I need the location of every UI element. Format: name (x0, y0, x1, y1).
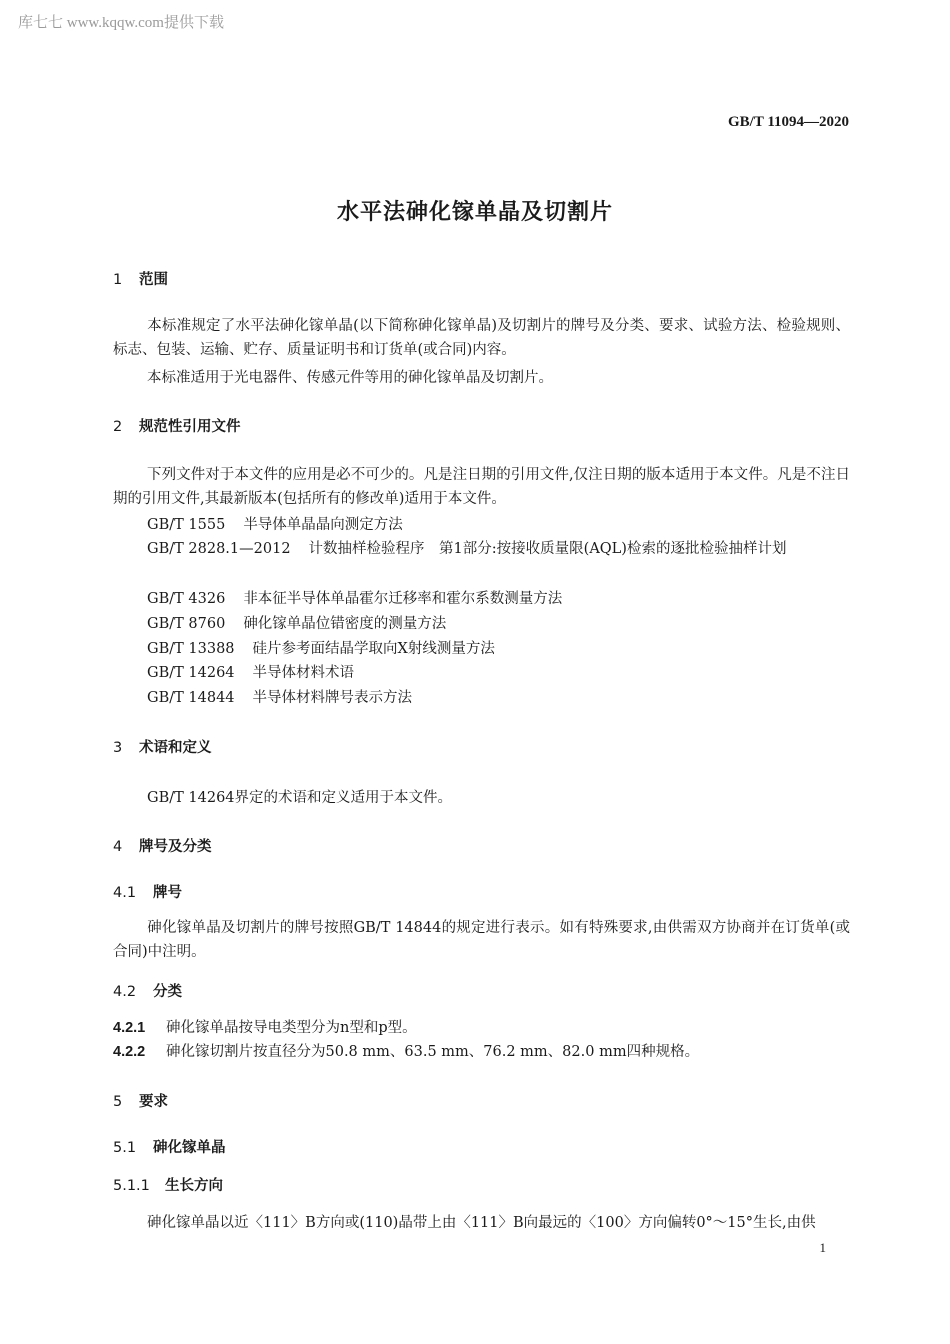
subsection-5-1-heading (113, 1136, 226, 1157)
subsection-5-1-1-paragraph: 砷化镓单晶以近〈111〉B方向或(110)晶带上由〈111〉B向最远的〈100〉方向偏转0°～15°生长,由供 (147, 1215, 816, 1231)
reference-item (147, 637, 495, 658)
reference-code: GB/T 14264 (147, 665, 235, 681)
section-3-paragraph-1: GB/T 14264界定的术语和定义适用于本文件。 (147, 790, 453, 806)
reference-name: 半导体材料术语 (252, 665, 355, 681)
section-1-paragraph-1 (113, 314, 850, 362)
standard-code: GB/T 11094—2020 (728, 114, 849, 130)
subsection-number: 5.1 (113, 1140, 137, 1156)
subsection-title: 分类 (153, 984, 182, 1000)
subsection-4-2-heading (113, 980, 182, 1001)
reference-code: GB/T 14844 (147, 690, 235, 706)
watermark-text: 库七七 www.kqqw.com提供下载 (18, 15, 224, 31)
section-title: 范围 (139, 272, 168, 288)
section-1-heading (113, 268, 168, 289)
section-1-paragraph-2: 本标准适用于光电器件、传感元件等用的砷化镓单晶及切割片。 (147, 370, 553, 386)
section-2-paragraph-1 (113, 463, 850, 511)
subsection-4-1-paragraph (113, 916, 850, 964)
reference-item (147, 587, 562, 608)
subsection-number: 4.1 (113, 885, 137, 901)
subsection-4-1-heading (113, 881, 182, 902)
subsection-number: 4.2 (113, 984, 137, 1000)
reference-code: GB/T 4326 (147, 591, 226, 607)
reference-code: GB/T 13388 (147, 641, 235, 657)
section-2-heading (113, 415, 241, 436)
reference-code: GB/T 2828.1—2012 (147, 541, 291, 557)
reference-item (147, 686, 412, 707)
paragraph-text: 下列文件对于本文件的应用是必不可少的。凡是注日期的引用文件,仅注日期的版本适用于本文件。凡是不注日期的引用文件,其最新版本(包括所有的修改单)适用于本文件。 (113, 467, 850, 507)
document-title: 水平法砷化镓单晶及切割片 (336, 200, 613, 225)
clause-text: 砷化镓切割片按直径分为50.8 mm、63.5 mm、76.2 mm、82.0 mm四种规格。 (166, 1044, 700, 1060)
section-title: 牌号及分类 (139, 839, 212, 855)
section-number: 1 (113, 272, 123, 288)
section-title: 要求 (139, 1094, 168, 1110)
reference-code: GB/T 8760 (147, 616, 226, 632)
paragraph-text: 本标准规定了水平法砷化镓单晶(以下简称砷化镓单晶)及切割片的牌号及分类、要求、试验方法、检验规则、标志、包装、运输、贮存、质量证明书和订货单(或合同)内容。 (113, 318, 850, 358)
subsection-title: 生长方向 (165, 1178, 223, 1194)
clause-number: 4.2.1 (113, 1020, 146, 1036)
page-number: 1 (819, 1240, 826, 1255)
section-title: 术语和定义 (139, 740, 212, 756)
section-number: 4 (113, 839, 123, 855)
reference-name: 砷化镓单晶位错密度的测量方法 (243, 616, 447, 632)
reference-code: GB/T 1555 (147, 517, 226, 533)
section-4-heading (113, 835, 212, 856)
section-3-heading (113, 736, 212, 757)
reference-name: 硅片参考面结晶学取向X射线测量方法 (252, 641, 495, 657)
clause-text: 砷化镓单晶按导电类型分为n型和p型。 (166, 1020, 417, 1036)
subsection-5-1-1-heading (113, 1174, 223, 1195)
reference-name: 非本征半导体单晶霍尔迁移率和霍尔系数测量方法 (243, 591, 563, 607)
reference-item (147, 612, 446, 633)
clause-number: 4.2.2 (113, 1044, 146, 1060)
section-number: 3 (113, 740, 123, 756)
reference-item (147, 661, 354, 682)
section-number: 2 (113, 419, 123, 435)
reference-name: 计数抽样检验程序 第1部分:按接收质量限(AQL)检索的逐批检验抽样计划 (308, 541, 787, 557)
section-5-heading (113, 1090, 168, 1111)
reference-item (113, 537, 850, 561)
subsection-title: 牌号 (153, 885, 182, 901)
subsection-number: 5.1.1 (113, 1178, 150, 1194)
reference-name: 半导体单晶晶向测定方法 (243, 517, 403, 533)
paragraph-text: 砷化镓单晶及切割片的牌号按照GB/T 14844的规定进行表示。如有特殊要求,由供需双方协商并在订货单(或合同)中注明。 (113, 920, 850, 960)
reference-item (147, 513, 403, 534)
clause-4-2-2 (113, 1040, 699, 1061)
section-title: 规范性引用文件 (139, 419, 241, 435)
section-number: 5 (113, 1094, 123, 1110)
subsection-title: 砷化镓单晶 (153, 1140, 226, 1156)
reference-name: 半导体材料牌号表示方法 (252, 690, 413, 706)
clause-4-2-1 (113, 1016, 417, 1037)
